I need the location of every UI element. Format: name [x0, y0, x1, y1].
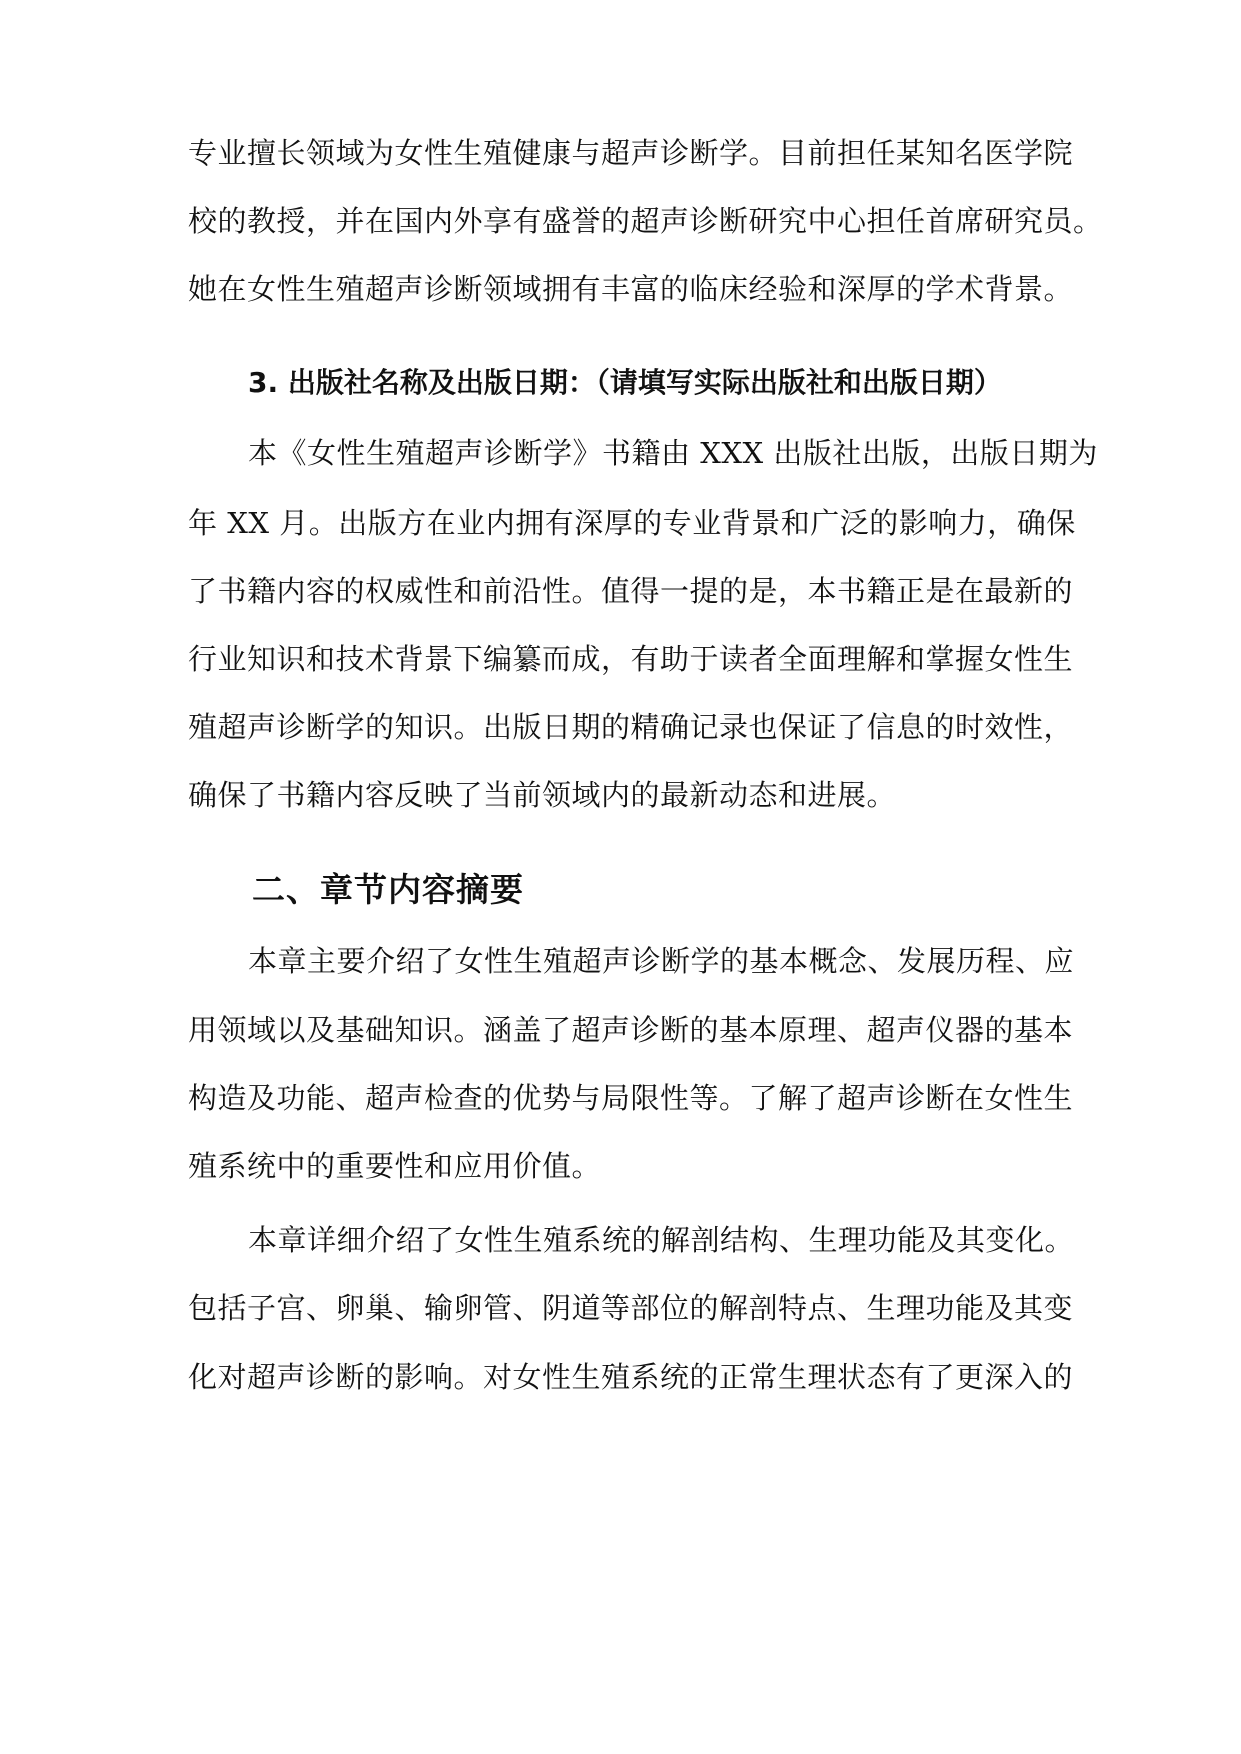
- intro-line-3: 她在女性生殖超声诊断领域拥有丰富的临床经验和深厚的学术背景。: [188, 272, 1074, 306]
- intro-line-2: 校的教授，并在国内外享有盛誉的超声诊断研究中心担任首席研究员。: [188, 204, 1103, 238]
- publisher-line-2: 年 XX 月。出版方在业内拥有深厚的专业背景和广泛的影响力，确保: [188, 506, 1076, 540]
- intro-line-1: 专业擅长领域为女性生殖健康与超声诊断学。目前担任某知名医学院: [188, 136, 1074, 170]
- summary-p2-line-1: 本章详细介绍了女性生殖系统的解剖结构、生理功能及其变化。: [248, 1223, 1075, 1257]
- summary-p2-line-3: 化对超声诊断的影响。对女性生殖系统的正常生理状态有了更深入的: [188, 1360, 1074, 1394]
- publisher-line-5: 殖超声诊断学的知识。出版日期的精确记录也保证了信息的时效性，: [188, 710, 1074, 744]
- publisher-line-3: 了书籍内容的权威性和前沿性。值得一提的是，本书籍正是在最新的: [188, 574, 1074, 608]
- summary-p1-line-4: 殖系统中的重要性和应用价值。: [188, 1149, 602, 1183]
- chapter-summary-heading: 二、章节内容摘要: [252, 870, 524, 909]
- summary-p2-line-2: 包括子宫、卵巢、输卵管、阴道等部位的解剖特点、生理功能及其变: [188, 1291, 1074, 1325]
- publisher-line-4: 行业知识和技术背景下编纂而成，有助于读者全面理解和掌握女性生: [188, 642, 1074, 676]
- summary-p1-line-3: 构造及功能、超声检查的优势与局限性等。了解了超声诊断在女性生: [188, 1081, 1074, 1115]
- publisher-heading: 3. 出版社名称及出版日期：（请填写实际出版社和出版日期）: [248, 366, 1002, 399]
- publisher-line-1: 本《女性生殖超声诊断学》书籍由 XXX 出版社出版，出版日期为: [248, 436, 1098, 470]
- summary-p1-line-1: 本章主要介绍了女性生殖超声诊断学的基本概念、发展历程、应: [248, 944, 1075, 978]
- publisher-line-6: 确保了书籍内容反映了当前领域内的最新动态和进展。: [188, 778, 897, 812]
- summary-p1-line-2: 用领域以及基础知识。涵盖了超声诊断的基本原理、超声仪器的基本: [188, 1013, 1074, 1047]
